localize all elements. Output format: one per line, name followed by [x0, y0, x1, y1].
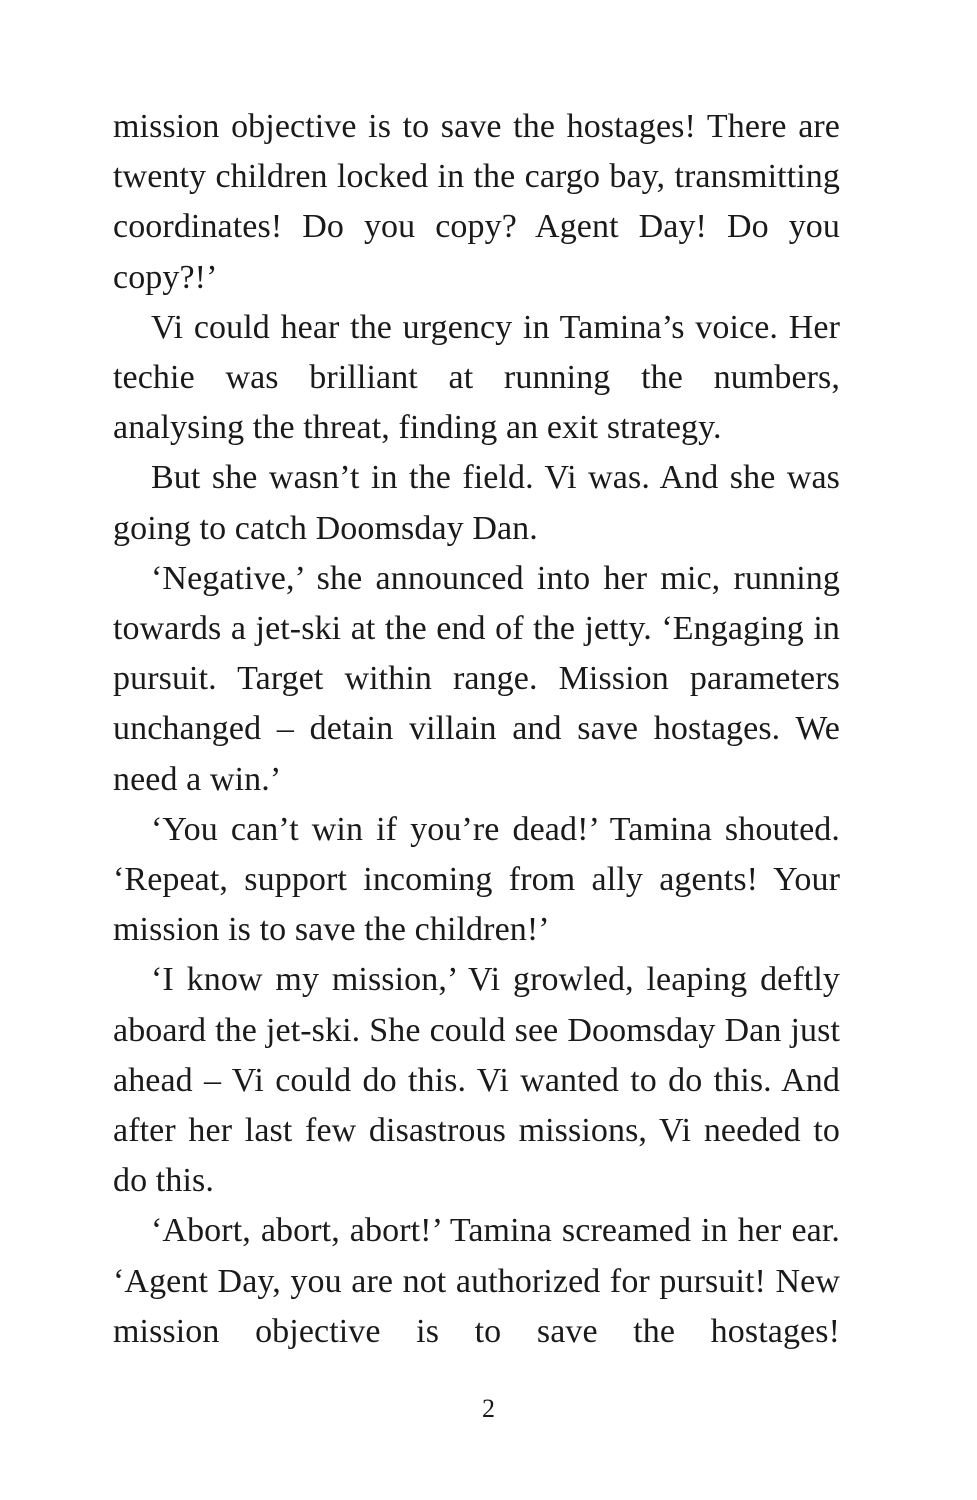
paragraph: ‘Negative,’ she announced into her mic, running towards a jet-ski at the end of the jetty. ‘Engaging in pursuit. Target within range. Mission parameters unchanged – detain villain and save hostages. We need a win.’ — [113, 559, 840, 798]
paragraph: mission objective is to save the hostages! There are twenty children locked in the cargo bay, transmitting coordinates! Do you copy? Agent Day! Do you copy?!’ — [113, 108, 840, 296]
body-text — [113, 102, 840, 1357]
page-number: 2 — [482, 1394, 495, 1423]
paragraph: ‘Abort, abort, abort!’ Tamina screamed in her ear. ‘Agent Day, you are not authorized for pursuit! New mission objective is to save the hostages! — [113, 1212, 840, 1350]
paragraph: Vi could hear the urgency in Tamina’s voice. Her techie was brilliant at running the numbers, analysing the threat, finding an exit strategy. — [113, 308, 840, 447]
paragraph: But she wasn’t in the field. Vi was. And she was going to catch Doomsday Dan. — [113, 459, 840, 547]
paragraph: ‘I know my mission,’ Vi growled, leaping deftly aboard the jet-ski. She could see Doomsday Dan just ahead – Vi could do this. Vi wanted to do this. And after her last few disastrous missions, Vi needed to do this. — [113, 961, 840, 1200]
paragraph: ‘You can’t win if you’re dead!’ Tamina shouted. ‘Repeat, support incoming from ally agents! Your mission is to save the children!’ — [113, 810, 840, 949]
